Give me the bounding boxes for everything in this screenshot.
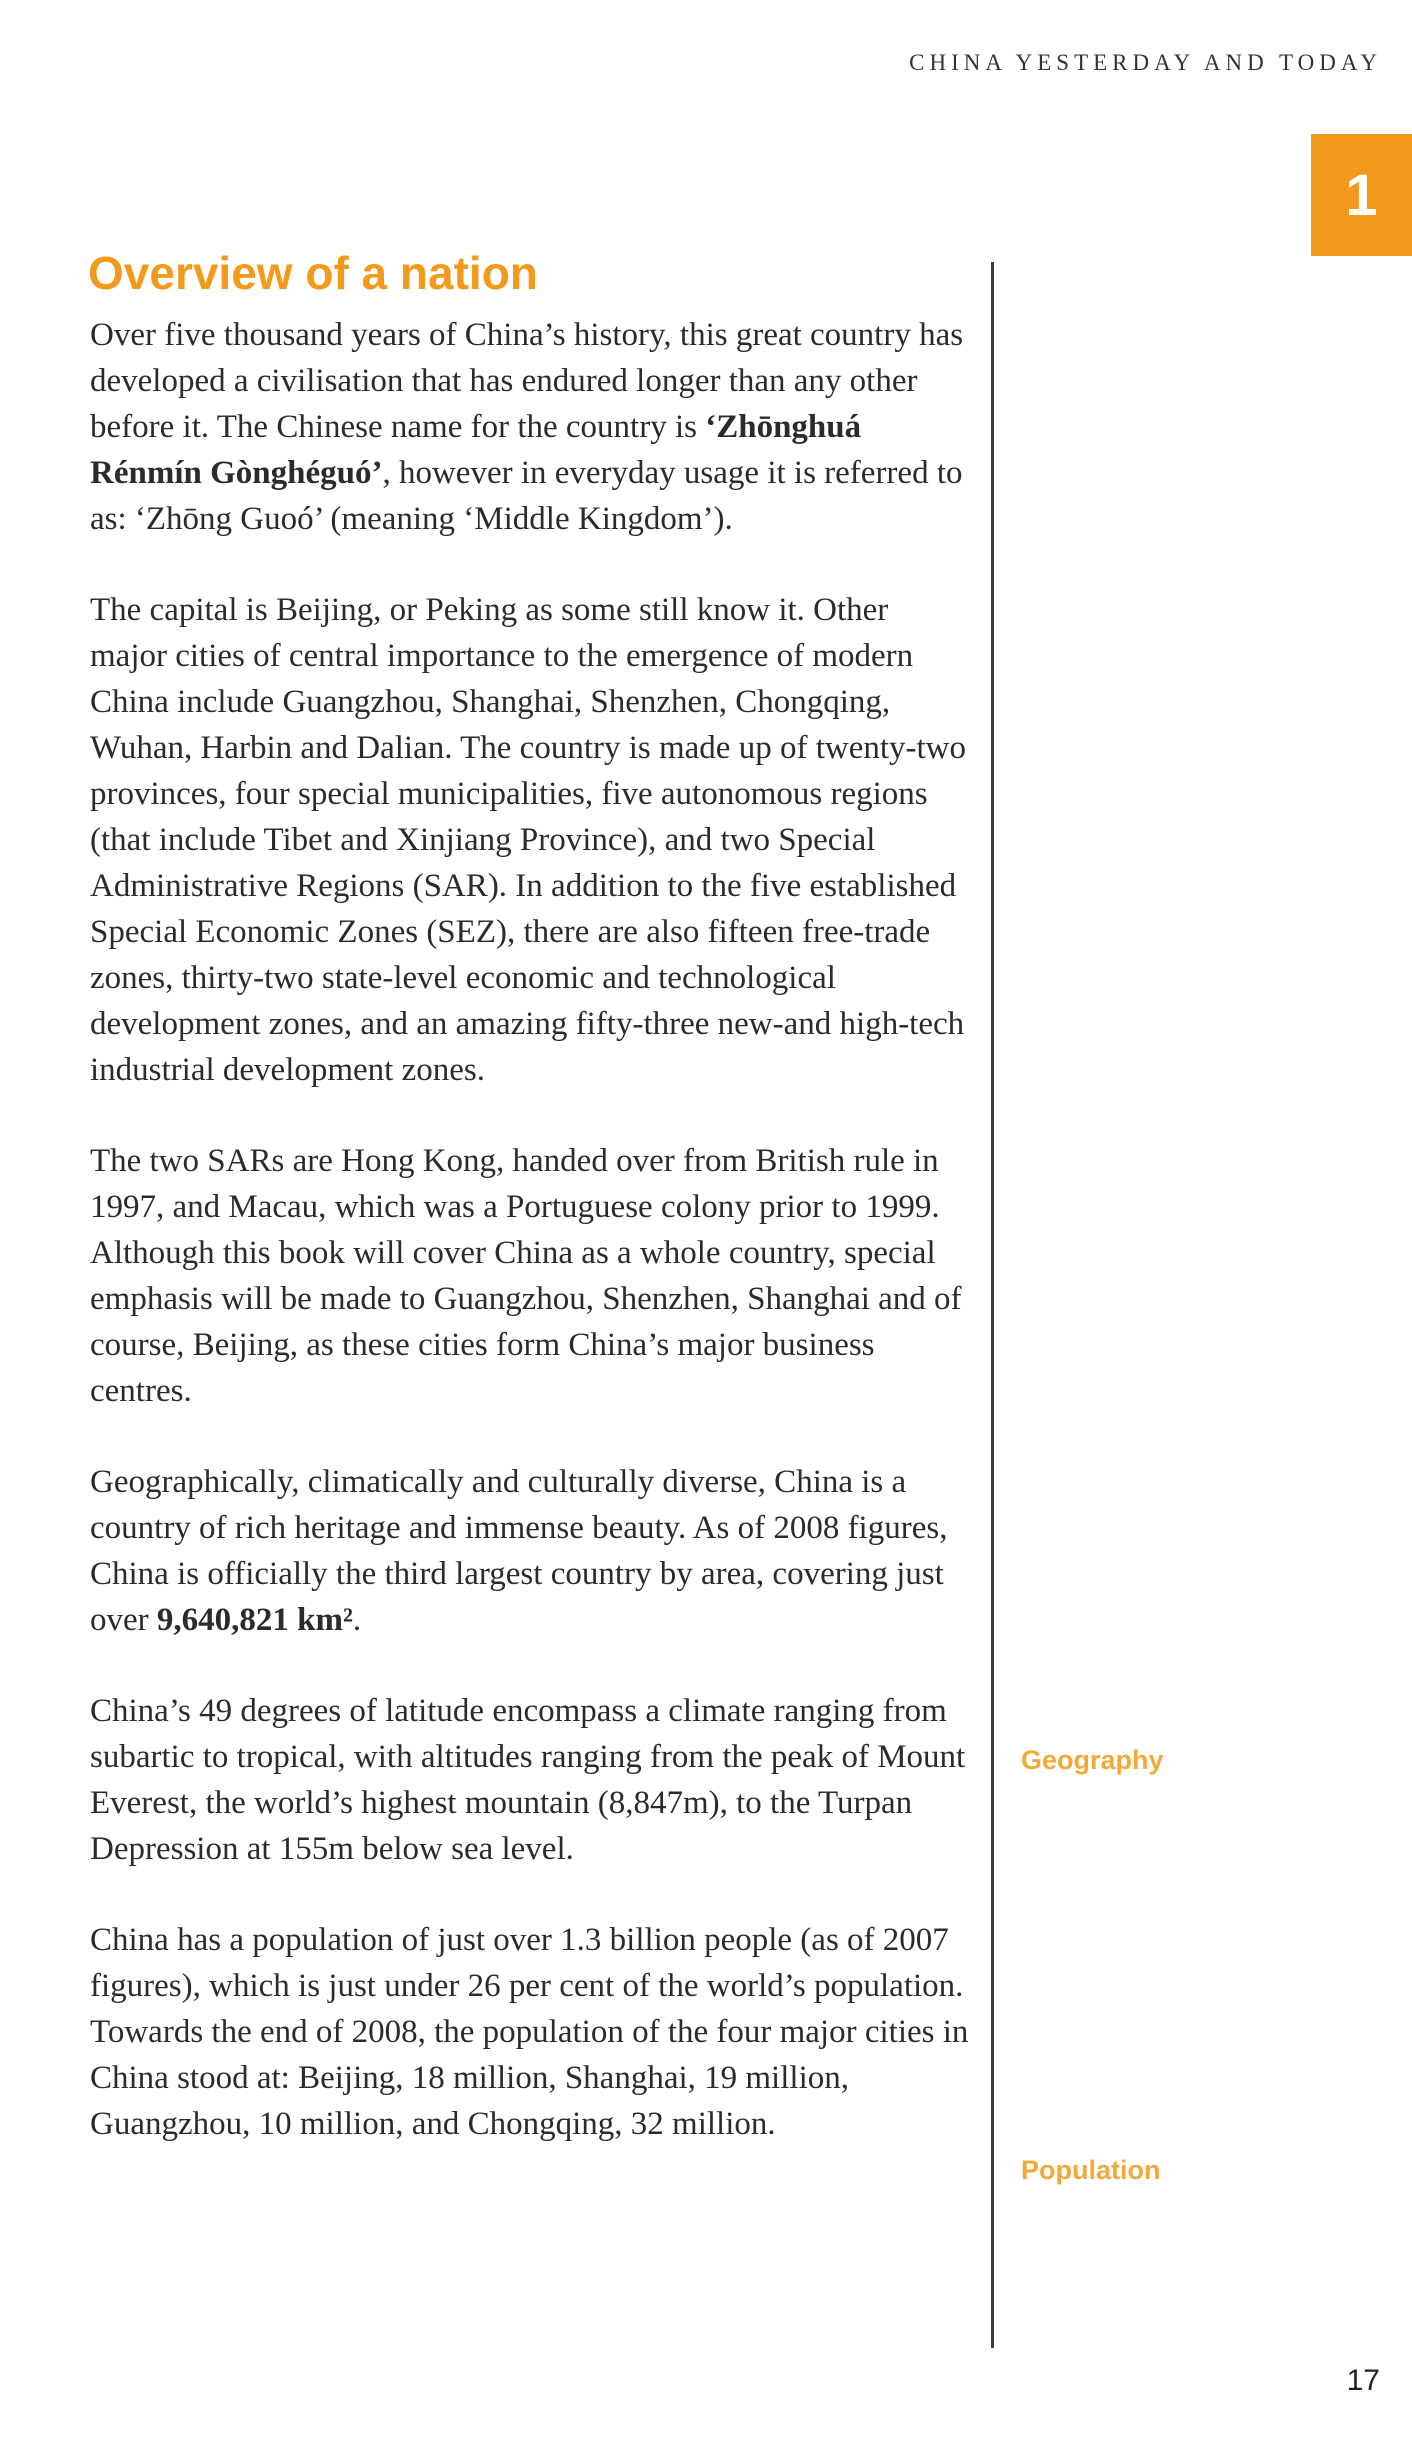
margin-divider [991,262,994,2348]
paragraph-3: The two SARs are Hong Kong, handed over from British rule in 1997, and Macau, which was a Portuguese colony prior to 1999. Although this book will cover China as a whole country, special emphasis will be made to Guangzhou, Shenzhen, Shanghai and of course, Beijing, as these cities form China’s major business centres. [90,1143,962,1409]
paragraph-2: The capital is Beijing, or Peking as some still know it. Other major cities of central importance to the emergence of modern China include Guangzhou, Shanghai, Shenzhen, Chongqing, Wuhan, Harbin and Dalian. The country is made up of twenty-two provinces, four special municipalities, five autonomous regions (that include Tibet and Xinjiang Province), and two Special Administrative Regions (SAR). In addition to the five established Special Economic Zones (SEZ), there are also fifteen free-trade zones, thirty-two state-level economic and technological development zones, and an amazing fifty-three new-and high-tech industrial development zones. [90,592,966,1088]
section-title: Overview of a nation [88,247,538,299]
paragraph-4: Geographically, climatically and culturally diverse, China is a country of rich heritage and immense beauty. As of 2008 figures, China is officially the third largest country by area, covering just over 9,640,821 km². [90,1464,948,1638]
chapter-tab: 1 [1311,134,1412,256]
running-header: CHINA YESTERDAY AND TODAY [909,50,1382,75]
body-text [90,312,970,2192]
margin-note-geography: Geography [1021,1745,1164,1775]
area-figure: 9,640,821 km² [156,1602,353,1638]
page-number: 17 [1346,2364,1380,2397]
official-name: ‘Zhōnghuá Rénmín Gònghéguó’ [90,409,862,491]
paragraph-5: China’s 49 degrees of latitude encompass a climate ranging from subartic to tropical, with altitudes ranging from the peak of Mount Everest, the world’s highest mountain (8,847m), to the Turpan Depression at 155m below sea level. [90,1693,966,1867]
paragraph-1: Over five thousand years of China’s history, this great country has developed a civilisation that has endured longer than any other before it. The Chinese name for the country is ‘Zhōnghuá Rénmín Gònghéguó’, however in everyday usage it is referred to as: ‘Zhōng Guoó’ (meaning ‘Middle Kingdom’). [90,317,964,537]
margin-note-population: Population [1021,2155,1161,2185]
paragraph-6: China has a population of just over 1.3 billion people (as of 2007 figures), which is just under 26 per cent of the world’s population. Towards the end of 2008, the population of the four major cities in China stood at: Beijing, 18 million, Shanghai, 19 million, Guangzhou, 10 million, and Chongqing, 32 million. [90,1922,969,2142]
